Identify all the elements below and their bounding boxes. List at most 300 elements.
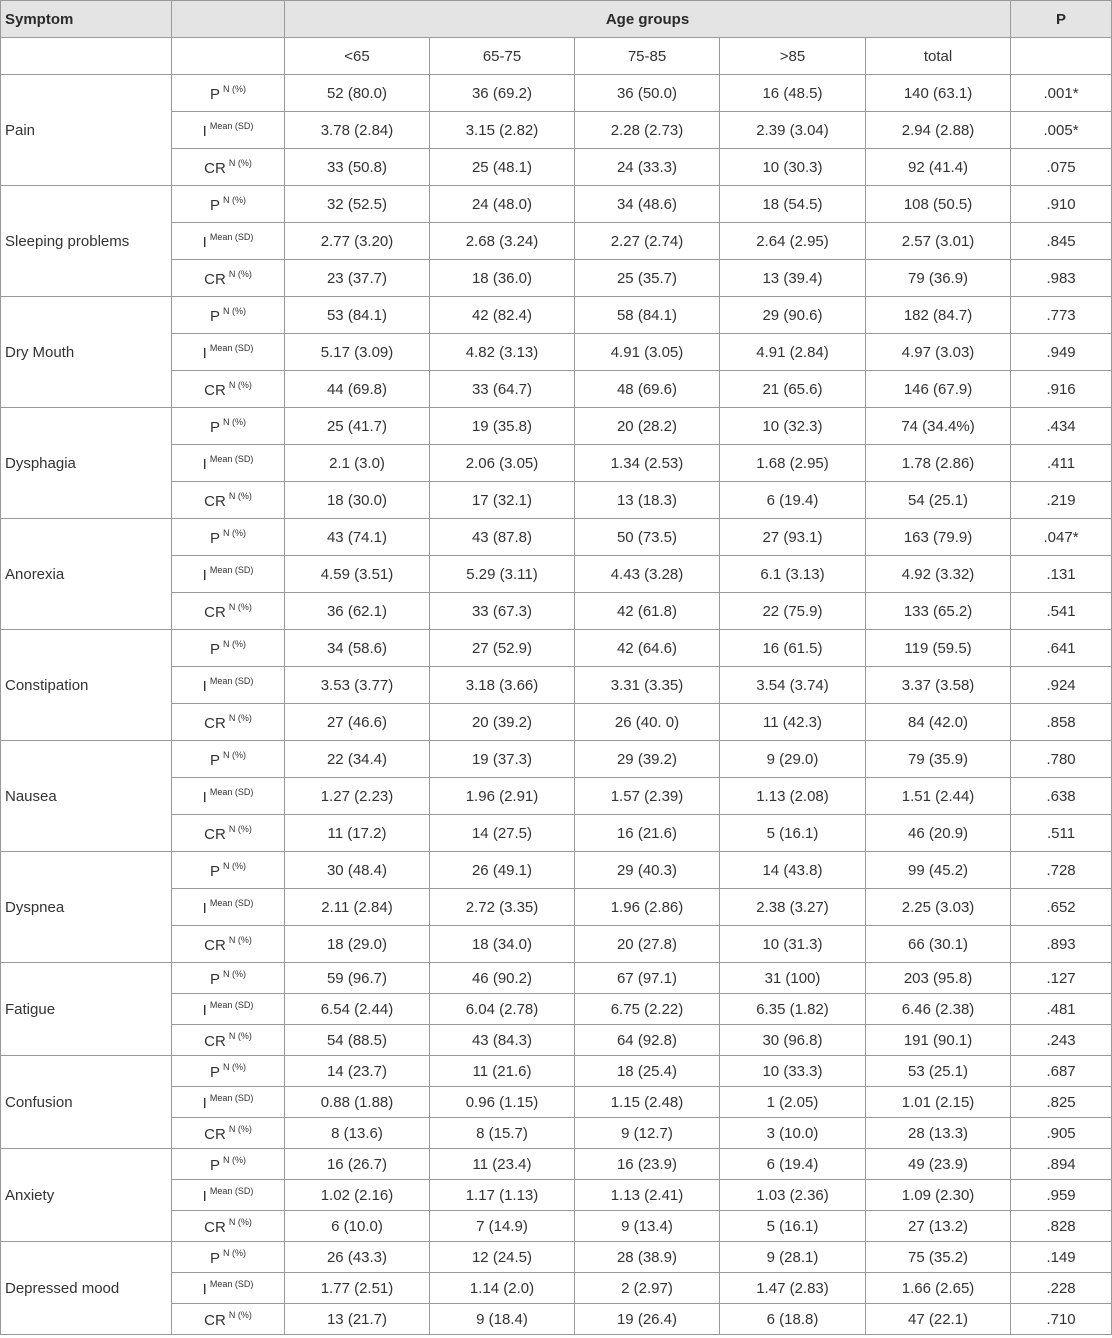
table-cell: 42 (82.4) xyxy=(430,297,575,334)
p-value: .828 xyxy=(1011,1211,1112,1242)
p-value: .687 xyxy=(1011,1056,1112,1087)
table-cell: 67 (97.1) xyxy=(575,963,720,994)
row-type-label: I xyxy=(202,1001,207,1019)
p-value: .481 xyxy=(1011,994,1112,1025)
row-type-label: I xyxy=(202,344,207,362)
row-type xyxy=(172,1211,285,1242)
table-cell: 6.54 (2.44) xyxy=(285,994,430,1025)
table-cell: 1.13 (2.08) xyxy=(720,778,866,815)
age-groups-header: Age groups xyxy=(285,1,1011,38)
group-header: >85 xyxy=(720,38,866,75)
row-type xyxy=(172,963,285,994)
table-row xyxy=(1,1242,1112,1273)
p-value: .780 xyxy=(1011,741,1112,778)
table-cell: 43 (84.3) xyxy=(430,1025,575,1056)
row-type-label: CR xyxy=(204,825,226,843)
table-cell: 92 (41.4) xyxy=(866,149,1011,186)
table-cell: 24 (48.0) xyxy=(430,186,575,223)
table-cell: 18 (30.0) xyxy=(285,482,430,519)
table-cell: 25 (48.1) xyxy=(430,149,575,186)
table-cell: 48 (69.6) xyxy=(575,371,720,408)
table-cell: 58 (84.1) xyxy=(575,297,720,334)
table-cell: 79 (36.9) xyxy=(866,260,1011,297)
symptom-name: Dysphagia xyxy=(1,408,172,519)
symptom-name: Confusion xyxy=(1,1056,172,1149)
table-cell: 2.25 (3.03) xyxy=(866,889,1011,926)
table-cell: 2.06 (3.05) xyxy=(430,445,575,482)
table-cell: 8 (15.7) xyxy=(430,1118,575,1149)
table-row xyxy=(1,630,1112,667)
row-type-unit: N (%) xyxy=(223,527,246,538)
p-value: .858 xyxy=(1011,704,1112,741)
row-type-unit: N (%) xyxy=(223,860,246,871)
p-header: P xyxy=(1011,1,1112,38)
table-cell: 26 (49.1) xyxy=(430,852,575,889)
table-cell: 1.57 (2.39) xyxy=(575,778,720,815)
row-type-label: CR xyxy=(204,381,226,399)
p-value: .075 xyxy=(1011,149,1112,186)
row-type xyxy=(172,704,285,741)
group-header: 65-75 xyxy=(430,38,575,75)
symptom-name: Fatigue xyxy=(1,963,172,1056)
row-type-label: P xyxy=(209,1156,220,1174)
row-type-unit: N (%) xyxy=(228,379,252,390)
row-type-label: I xyxy=(202,677,207,695)
table-cell: 1.15 (2.48) xyxy=(575,1087,720,1118)
table-cell: 29 (39.2) xyxy=(575,741,720,778)
row-type xyxy=(172,1056,285,1087)
group-header: 75-85 xyxy=(575,38,720,75)
table-cell: 4.59 (3.51) xyxy=(285,556,430,593)
row-type-unit: N (%) xyxy=(223,1061,246,1072)
row-type-unit: Mean (SD) xyxy=(209,1092,254,1103)
table-cell: 16 (26.7) xyxy=(285,1149,430,1180)
table-cell: 29 (90.6) xyxy=(720,297,866,334)
subheader-blank xyxy=(1011,38,1112,75)
table-cell: 5.29 (3.11) xyxy=(430,556,575,593)
table-cell: 2.64 (2.95) xyxy=(720,223,866,260)
table-cell: 18 (36.0) xyxy=(430,260,575,297)
table-cell: 13 (39.4) xyxy=(720,260,866,297)
row-type xyxy=(172,994,285,1025)
table-cell: 6 (19.4) xyxy=(720,482,866,519)
table-cell: 9 (13.4) xyxy=(575,1211,720,1242)
p-value: .959 xyxy=(1011,1180,1112,1211)
table-cell: 53 (84.1) xyxy=(285,297,430,334)
p-value: .949 xyxy=(1011,334,1112,371)
table-cell: 21 (65.6) xyxy=(720,371,866,408)
row-type-label: P xyxy=(209,970,220,988)
table-cell: 50 (73.5) xyxy=(575,519,720,556)
p-value: .910 xyxy=(1011,186,1112,223)
table-cell: 1.01 (2.15) xyxy=(866,1087,1011,1118)
table-cell: 52 (80.0) xyxy=(285,75,430,112)
table-cell: 10 (33.3) xyxy=(720,1056,866,1087)
table-cell: 33 (67.3) xyxy=(430,593,575,630)
row-type xyxy=(172,223,285,260)
table-cell: 34 (48.6) xyxy=(575,186,720,223)
row-type xyxy=(172,630,285,667)
table-cell: 25 (41.7) xyxy=(285,408,430,445)
p-value: .228 xyxy=(1011,1273,1112,1304)
table-cell: 75 (35.2) xyxy=(866,1242,1011,1273)
table-cell: 54 (88.5) xyxy=(285,1025,430,1056)
symptom-name: Anxiety xyxy=(1,1149,172,1242)
row-type xyxy=(172,667,285,704)
table-cell: 4.91 (3.05) xyxy=(575,334,720,371)
p-value: .845 xyxy=(1011,223,1112,260)
symptom-name: Dyspnea xyxy=(1,852,172,963)
p-value: .005* xyxy=(1011,112,1112,149)
table-cell: 1.02 (2.16) xyxy=(285,1180,430,1211)
p-value: .983 xyxy=(1011,260,1112,297)
row-type-unit: Mean (SD) xyxy=(209,897,254,908)
row-type xyxy=(172,371,285,408)
row-type xyxy=(172,741,285,778)
row-type-label: I xyxy=(202,1094,207,1112)
table-row xyxy=(1,75,1112,112)
row-type-label: CR xyxy=(204,270,226,288)
row-type-unit: N (%) xyxy=(228,490,252,501)
table-cell: 74 (34.4%) xyxy=(866,408,1011,445)
p-value: .652 xyxy=(1011,889,1112,926)
table-cell: 13 (21.7) xyxy=(285,1304,430,1335)
table-cell: 4.82 (3.13) xyxy=(430,334,575,371)
table-cell: 18 (34.0) xyxy=(430,926,575,963)
group-header: total xyxy=(866,38,1011,75)
row-type-label: I xyxy=(202,455,207,473)
row-type-unit: N (%) xyxy=(223,194,246,205)
table-cell: 1.13 (2.41) xyxy=(575,1180,720,1211)
row-type-label: P xyxy=(209,529,220,547)
row-type-label: CR xyxy=(204,1032,226,1050)
row-type xyxy=(172,519,285,556)
table-cell: 22 (34.4) xyxy=(285,741,430,778)
table-cell: 1.47 (2.83) xyxy=(720,1273,866,1304)
table-cell: 5 (16.1) xyxy=(720,815,866,852)
table-cell: 23 (37.7) xyxy=(285,260,430,297)
p-value: .773 xyxy=(1011,297,1112,334)
p-value: .638 xyxy=(1011,778,1112,815)
table-cell: 2.28 (2.73) xyxy=(575,112,720,149)
table-cell: 36 (69.2) xyxy=(430,75,575,112)
p-value: .127 xyxy=(1011,963,1112,994)
table-row xyxy=(1,852,1112,889)
row-type-unit: N (%) xyxy=(228,712,252,723)
table-cell: 84 (42.0) xyxy=(866,704,1011,741)
table-cell: 19 (26.4) xyxy=(575,1304,720,1335)
table-cell: 46 (90.2) xyxy=(430,963,575,994)
p-value: .924 xyxy=(1011,667,1112,704)
row-type xyxy=(172,889,285,926)
row-type xyxy=(172,926,285,963)
table-cell: 64 (92.8) xyxy=(575,1025,720,1056)
table-cell: 11 (17.2) xyxy=(285,815,430,852)
row-type-label: P xyxy=(209,1063,220,1081)
table-cell: 32 (52.5) xyxy=(285,186,430,223)
table-cell: 3.53 (3.77) xyxy=(285,667,430,704)
table-cell: 28 (13.3) xyxy=(866,1118,1011,1149)
table-cell: 27 (52.9) xyxy=(430,630,575,667)
table-cell: 13 (18.3) xyxy=(575,482,720,519)
table-cell: 18 (54.5) xyxy=(720,186,866,223)
row-type-label: P xyxy=(209,85,220,103)
table-cell: 10 (30.3) xyxy=(720,149,866,186)
table-cell: 191 (90.1) xyxy=(866,1025,1011,1056)
table-cell: 2.68 (3.24) xyxy=(430,223,575,260)
row-type-label: I xyxy=(202,566,207,584)
p-value: .893 xyxy=(1011,926,1112,963)
table-cell: 20 (28.2) xyxy=(575,408,720,445)
p-value: .149 xyxy=(1011,1242,1112,1273)
table-cell: 33 (64.7) xyxy=(430,371,575,408)
table-cell: 2.11 (2.84) xyxy=(285,889,430,926)
row-type-unit: Mean (SD) xyxy=(209,231,254,242)
row-type xyxy=(172,75,285,112)
p-value: .894 xyxy=(1011,1149,1112,1180)
row-type-unit: N (%) xyxy=(228,823,252,834)
type-header xyxy=(172,1,285,38)
row-type xyxy=(172,815,285,852)
table-cell: 18 (29.0) xyxy=(285,926,430,963)
symptom-name: Dry Mouth xyxy=(1,297,172,408)
row-type-label: P xyxy=(209,418,220,436)
p-value: .728 xyxy=(1011,852,1112,889)
table-cell: 119 (59.5) xyxy=(866,630,1011,667)
table-cell: 2 (2.97) xyxy=(575,1273,720,1304)
table-cell: 16 (48.5) xyxy=(720,75,866,112)
table-cell: 0.96 (1.15) xyxy=(430,1087,575,1118)
table-cell: 3.54 (3.74) xyxy=(720,667,866,704)
table-cell: 2.77 (3.20) xyxy=(285,223,430,260)
table-cell: 34 (58.6) xyxy=(285,630,430,667)
table-cell: 4.91 (2.84) xyxy=(720,334,866,371)
row-type-label: I xyxy=(202,899,207,917)
table-cell: 19 (35.8) xyxy=(430,408,575,445)
row-type xyxy=(172,1242,285,1273)
row-type-label: P xyxy=(209,640,220,658)
table-row xyxy=(1,1056,1112,1087)
table-cell: 108 (50.5) xyxy=(866,186,1011,223)
table-cell: 6.35 (1.82) xyxy=(720,994,866,1025)
symptom-header: Symptom xyxy=(1,1,172,38)
table-cell: 30 (96.8) xyxy=(720,1025,866,1056)
table-cell: 59 (96.7) xyxy=(285,963,430,994)
row-type-unit: Mean (SD) xyxy=(209,120,254,131)
subheader-blank xyxy=(1,38,172,75)
table-cell: 17 (32.1) xyxy=(430,482,575,519)
table-cell: 9 (29.0) xyxy=(720,741,866,778)
table-cell: 3.15 (2.82) xyxy=(430,112,575,149)
row-type-unit: N (%) xyxy=(228,157,252,168)
table-cell: 44 (69.8) xyxy=(285,371,430,408)
row-type xyxy=(172,1304,285,1335)
row-type xyxy=(172,1149,285,1180)
row-type-unit: Mean (SD) xyxy=(209,786,254,797)
table-cell: 19 (37.3) xyxy=(430,741,575,778)
p-value: .641 xyxy=(1011,630,1112,667)
table-row xyxy=(1,519,1112,556)
p-value: .905 xyxy=(1011,1118,1112,1149)
table-cell: 16 (21.6) xyxy=(575,815,720,852)
row-type-label: I xyxy=(202,233,207,251)
table-cell: 6 (10.0) xyxy=(285,1211,430,1242)
table-cell: 2.57 (3.01) xyxy=(866,223,1011,260)
table-cell: 1.27 (2.23) xyxy=(285,778,430,815)
table-cell: 133 (65.2) xyxy=(866,593,1011,630)
table-row xyxy=(1,963,1112,994)
table-cell: 1.68 (2.95) xyxy=(720,445,866,482)
table-cell: 2.72 (3.35) xyxy=(430,889,575,926)
table-cell: 54 (25.1) xyxy=(866,482,1011,519)
p-value: .541 xyxy=(1011,593,1112,630)
table-row xyxy=(1,408,1112,445)
table-cell: 3.18 (3.66) xyxy=(430,667,575,704)
table-cell: 42 (64.6) xyxy=(575,630,720,667)
table-cell: 26 (43.3) xyxy=(285,1242,430,1273)
table-cell: 1.34 (2.53) xyxy=(575,445,720,482)
table-cell: 6.46 (2.38) xyxy=(866,994,1011,1025)
row-type-unit: N (%) xyxy=(228,1030,252,1041)
table-cell: 79 (35.9) xyxy=(866,741,1011,778)
subheader-row xyxy=(1,38,1112,75)
row-type-unit: N (%) xyxy=(223,1154,246,1165)
table-cell: 12 (24.5) xyxy=(430,1242,575,1273)
table-cell: 11 (23.4) xyxy=(430,1149,575,1180)
table-cell: 20 (39.2) xyxy=(430,704,575,741)
p-value: .434 xyxy=(1011,408,1112,445)
row-type-label: P xyxy=(209,751,220,769)
table-cell: 10 (31.3) xyxy=(720,926,866,963)
p-value: .131 xyxy=(1011,556,1112,593)
table-cell: 18 (25.4) xyxy=(575,1056,720,1087)
p-value: .219 xyxy=(1011,482,1112,519)
table-cell: 25 (35.7) xyxy=(575,260,720,297)
table-cell: 163 (79.9) xyxy=(866,519,1011,556)
row-type xyxy=(172,112,285,149)
table-cell: 22 (75.9) xyxy=(720,593,866,630)
row-type-label: I xyxy=(202,1280,207,1298)
table-cell: 24 (33.3) xyxy=(575,149,720,186)
table-cell: 3.37 (3.58) xyxy=(866,667,1011,704)
row-type-unit: N (%) xyxy=(223,416,246,427)
p-value: .001* xyxy=(1011,75,1112,112)
row-type xyxy=(172,445,285,482)
table-cell: 1.51 (2.44) xyxy=(866,778,1011,815)
row-type xyxy=(172,1118,285,1149)
p-value: .710 xyxy=(1011,1304,1112,1335)
table-cell: 1.09 (2.30) xyxy=(866,1180,1011,1211)
table-cell: 5 (16.1) xyxy=(720,1211,866,1242)
table-cell: 8 (13.6) xyxy=(285,1118,430,1149)
row-type-label: P xyxy=(209,862,220,880)
row-type-unit: N (%) xyxy=(228,1309,252,1320)
symptom-name: Pain xyxy=(1,75,172,186)
row-type xyxy=(172,260,285,297)
table-cell: 11 (21.6) xyxy=(430,1056,575,1087)
table-cell: 1.66 (2.65) xyxy=(866,1273,1011,1304)
row-type xyxy=(172,149,285,186)
table-cell: 99 (45.2) xyxy=(866,852,1011,889)
row-type-unit: Mean (SD) xyxy=(209,342,254,353)
row-type-unit: N (%) xyxy=(228,1216,252,1227)
table-cell: 1.17 (1.13) xyxy=(430,1180,575,1211)
table-cell: 2.39 (3.04) xyxy=(720,112,866,149)
p-value: .916 xyxy=(1011,371,1112,408)
table-cell: 4.92 (3.32) xyxy=(866,556,1011,593)
table-cell: 1.96 (2.91) xyxy=(430,778,575,815)
p-value: .411 xyxy=(1011,445,1112,482)
table-cell: 46 (20.9) xyxy=(866,815,1011,852)
table-cell: 1 (2.05) xyxy=(720,1087,866,1118)
table-cell: 11 (42.3) xyxy=(720,704,866,741)
table-cell: 10 (32.3) xyxy=(720,408,866,445)
table-cell: 0.88 (1.88) xyxy=(285,1087,430,1118)
row-type-unit: Mean (SD) xyxy=(209,1278,254,1289)
symptom-name: Constipation xyxy=(1,630,172,741)
row-type-unit: N (%) xyxy=(228,268,252,279)
row-type xyxy=(172,1180,285,1211)
table-cell: 3.78 (2.84) xyxy=(285,112,430,149)
table-cell: 30 (48.4) xyxy=(285,852,430,889)
table-cell: 20 (27.8) xyxy=(575,926,720,963)
row-type xyxy=(172,1025,285,1056)
table-cell: 14 (43.8) xyxy=(720,852,866,889)
table-row xyxy=(1,186,1112,223)
table-cell: 1.78 (2.86) xyxy=(866,445,1011,482)
p-value: .825 xyxy=(1011,1087,1112,1118)
row-type-unit: Mean (SD) xyxy=(209,1185,254,1196)
symptom-name: Anorexia xyxy=(1,519,172,630)
row-type-unit: Mean (SD) xyxy=(209,453,254,464)
table-cell: 33 (50.8) xyxy=(285,149,430,186)
table-cell: 1.03 (2.36) xyxy=(720,1180,866,1211)
symptom-name: Sleeping problems xyxy=(1,186,172,297)
table-cell: 14 (27.5) xyxy=(430,815,575,852)
table-cell: 31 (100) xyxy=(720,963,866,994)
table-cell: 49 (23.9) xyxy=(866,1149,1011,1180)
table-cell: 26 (40. 0) xyxy=(575,704,720,741)
row-type-label: CR xyxy=(204,492,226,510)
p-value: .243 xyxy=(1011,1025,1112,1056)
table-cell: 4.43 (3.28) xyxy=(575,556,720,593)
row-type-unit: Mean (SD) xyxy=(209,564,254,575)
row-type-label: I xyxy=(202,788,207,806)
table-row xyxy=(1,741,1112,778)
table-cell: 1.96 (2.86) xyxy=(575,889,720,926)
table-cell: 9 (28.1) xyxy=(720,1242,866,1273)
row-type-label: CR xyxy=(204,603,226,621)
table-cell: 182 (84.7) xyxy=(866,297,1011,334)
table-cell: 6.1 (3.13) xyxy=(720,556,866,593)
row-type xyxy=(172,778,285,815)
row-type-unit: N (%) xyxy=(228,1123,252,1134)
row-type-unit: Mean (SD) xyxy=(209,999,254,1010)
table-cell: 14 (23.7) xyxy=(285,1056,430,1087)
row-type xyxy=(172,408,285,445)
table-cell: 16 (23.9) xyxy=(575,1149,720,1180)
table-cell: 27 (93.1) xyxy=(720,519,866,556)
table-cell: 53 (25.1) xyxy=(866,1056,1011,1087)
table-cell: 27 (46.6) xyxy=(285,704,430,741)
row-type xyxy=(172,556,285,593)
row-type-unit: N (%) xyxy=(223,83,246,94)
row-type-unit: N (%) xyxy=(228,934,252,945)
table-cell: 1.77 (2.51) xyxy=(285,1273,430,1304)
p-value: .511 xyxy=(1011,815,1112,852)
table-row xyxy=(1,1149,1112,1180)
row-type xyxy=(172,186,285,223)
